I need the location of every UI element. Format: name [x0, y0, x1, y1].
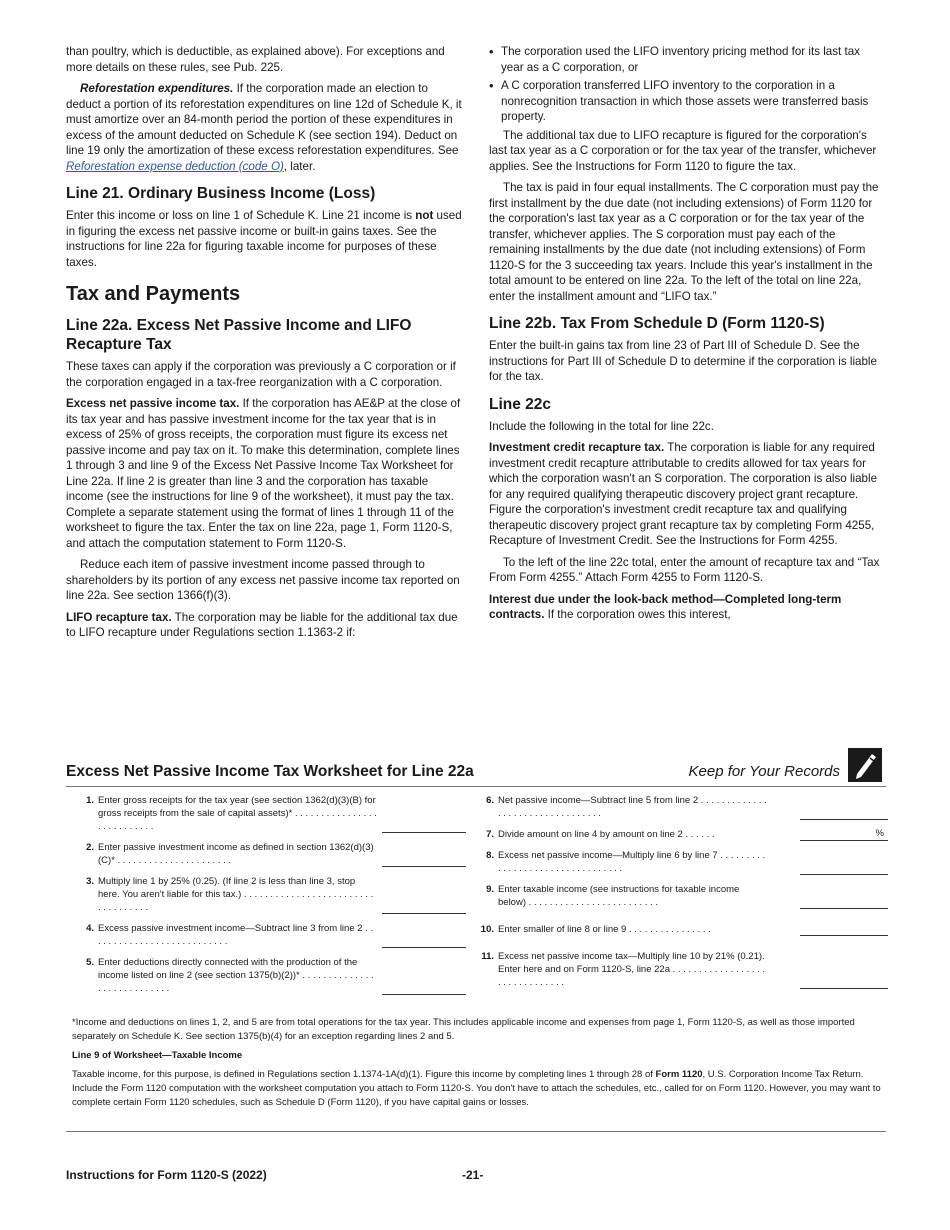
left-column [66, 44, 462, 647]
tax-and-payments-heading: Tax and Payments [66, 283, 241, 305]
worksheet-right-lines [478, 794, 888, 997]
line-label: Net passive income—Subtract line 5 from line 2 . . . . . . . . . . . . . . . . . . . . . . . . . . . . . . . . . [498, 795, 767, 819]
line-number: 4. [86, 923, 94, 934]
worksheet-line-6 [478, 794, 888, 820]
keep-records-label: Keep for Your Records [688, 763, 840, 780]
reforestation-link[interactable]: Reforestation expense deduction (code O) [66, 159, 284, 173]
recapture-amount-paragraph: To the left of the line 22c total, enter the amount of recapture tax and “Tax From Form 4255.” Attach Form 4255 to Form 1120-S. [489, 555, 880, 584]
line-label: Enter taxable income (see instructions for taxable income below) . . . . . . . . . . . . . . . . . . . . . . . . . [498, 884, 740, 908]
look-back-heading: Interest due under the look-back method—Completed long-term contracts. [489, 592, 842, 621]
line-11-entry-field[interactable] [800, 976, 888, 989]
investment-credit-paragraph [489, 440, 885, 549]
bullet-icon: • [489, 78, 494, 93]
line-22b-paragraph: Enter the built-in gains tax from line 23 of Part III of Schedule D. See the instructions for Part III of Schedule D to determine if the corporation is liable for the tax. [489, 339, 877, 383]
line-9-taxable-income-text [72, 1068, 884, 1110]
worksheet-line-4 [78, 922, 466, 948]
line-9-text-b: , U.S. Corporation Income Tax Return. Include the Form 1120 computation with the worksheet computation you attach to Form 1120-S. You don't have to attach the schedules, etc., called for on Form 1120. However, you may want to complete certain Form 1120 schedules, such as Schedule D (Form 1120), if you have capital gains or losses. [72, 1069, 881, 1108]
line-number: 7. [486, 829, 494, 840]
reforestation-heading: Reforestation expenditures. [80, 82, 234, 95]
excess-net-passive-body: If the corporation has AE&P at the close of its tax year and has passive investment income for the tax year that is in excess of 25% of gross receipts, the corporation must figure its excess net passive income and pay tax on it. To make this determination, complete lines 1 through 3 and line 9 of the Excess Net Passive Income Tax Worksheet for Line 22a. If line 2 is greater than line 3 and the corporation has taxable income (see the instructions for line 9 of the worksheet), it must pay the tax. Complete a separate statement using the format of lines 1 through 11 of the worksheet to figure the tax. Enter the tax on line 22a, page 1, Form 1120-S, and attach the computation statement to Form 1120-S. [66, 397, 461, 550]
worksheet-footnote: *Income and deductions on lines 1, 2, and 5 are from total operations for the tax year. This includes applicable income and expenses from page 1, Form 1120-S, as well as those imported separately on Schedule K. See section 1375(b)(4) for an exception regarding lines 2 and 5. [72, 1017, 855, 1042]
worksheet-title: Excess Net Passive Income Tax Worksheet for Line 22a [66, 763, 474, 780]
line-10-entry-field[interactable] [800, 923, 888, 936]
worksheet-line-8 [478, 849, 888, 875]
worksheet-line-11 [478, 950, 888, 989]
reduce-passive-paragraph: Reduce each item of passive investment income passed through to shareholders by its portion of any excess net passive income tax reported on line 22a. See section 1366(f)(3). [66, 558, 460, 602]
lifo-additional-tax-paragraph: The additional tax due to LIFO recapture is figured for the corporation's last tax year as a C corporation or for the tax year of the transfer, whichever applies. See the Instructions for Form 1120 to figure the tax. [489, 128, 877, 173]
investment-credit-body: The corporation is liable for any required investment credit recapture attributable to credits allowed for tax years for which the corporation wasn't an S corporation. The corporation is also liable for any required qualifying therapeutic discovery project grant recapture. Figure the corporation's investment credit recapture tax and qualifying therapeutic discovery project grant recapture tax by completing Form 4255, Recapture of Investment Credit. See the Instructions for Form 4255. [489, 441, 878, 547]
investment-credit-heading: Investment credit recapture tax. [489, 441, 665, 454]
installments-paragraph: The tax is paid in four equal installments. The C corporation must pay the first installment by the due date (not including extensions) of Form 1120 for the corporation's last tax year as a C corporation or for the tax year of the transfer, whichever applies. The S corporation must pay each of the remaining installments by the due date (not including extensions) of Form 1120-S for the 3 succeeding tax years. Include this year's installment in the total amount to be entered on line 22a. To the left of the total on line 22a, enter the installment amount and “LIFO tax.” [489, 181, 879, 303]
lifo-bullet-2-text: A C corporation transferred LIFO inventory to the corporation in a nonrecognition transaction in which those assets were transferred basis property. [501, 79, 869, 123]
line-label: Excess net passive income tax—Multiply line 10 by 21% (0.21). Enter here and on Form 1120-S, line 22a . . . . . . . . . . . . . . . . . . . . . . . . . . . . . . . [498, 951, 766, 988]
right-column [489, 44, 885, 629]
lifo-recapture-heading: LIFO recapture tax. [66, 610, 172, 624]
worksheet-left-lines [78, 794, 466, 1003]
line-label: Excess net passive income—Multiply line 6 by line 7 . . . . . . . . . . . . . . . . . . . . . . . . . . . . . . . . . [498, 850, 766, 874]
pencil-icon [848, 748, 882, 782]
line-3-entry-field[interactable] [382, 901, 466, 914]
line-label: Enter deductions directly connected with the production of the income listed on line 2 (see section 1375(b)(2))* . . . . . . . . . . . . . . . . . . . . . . . . . . . . [98, 957, 374, 994]
line-8-entry-field[interactable] [800, 862, 888, 875]
excess-net-passive-paragraph [66, 396, 462, 551]
look-back-paragraph [489, 592, 885, 623]
line-label: Enter smaller of line 8 or line 9 . . . . . . . . . . . . . . . . [498, 924, 711, 935]
line-1-entry-field[interactable] [382, 820, 466, 833]
line-21-not: not [415, 209, 434, 222]
lifo-bullet-1 [489, 44, 885, 75]
lifo-bullet-1-text: The corporation used the LIFO inventory pricing method for its last tax year as a C corporation, or [501, 45, 860, 74]
line-2-entry-field[interactable] [382, 854, 466, 867]
lifo-recapture-body: The corporation may be liable for the additional tax due to LIFO recapture under Regulations section 1.1363-2 if: [66, 610, 458, 639]
line-label: Multiply line 1 by 25% (0.25). (If line 2 is less than line 3, stop here. You aren't liable for this tax.) . . . . . . . . . . . . . . . . . . . . . . . . . . . . . . . . . . . [98, 876, 374, 913]
line-5-entry-field[interactable] [382, 982, 466, 995]
bullet-icon: • [489, 44, 494, 59]
worksheet-line-2 [78, 841, 466, 867]
line-number: 10. [480, 924, 494, 935]
line-9-entry-field[interactable] [800, 896, 888, 909]
worksheet-notes [72, 1016, 884, 1115]
line-number: 11. [481, 951, 494, 962]
line-number: 6. [486, 795, 494, 806]
footer-form-title: Instructions for Form 1120-S (2022) [66, 1168, 267, 1182]
worksheet-line-5 [78, 956, 466, 995]
lifo-bullet-2 [489, 78, 885, 125]
worksheet-header [66, 760, 886, 787]
percent-symbol: % [875, 828, 884, 839]
line-number: 3. [86, 876, 94, 887]
line-21-text-a: Enter this income or loss on line 1 of Schedule K. Line 21 income is [66, 209, 416, 222]
line-22b-heading: Line 22b. Tax From Schedule D (Form 1120-S) [489, 315, 825, 332]
worksheet-line-10 [478, 923, 888, 936]
page-number: -21- [462, 1168, 484, 1182]
line-number: 2. [86, 842, 94, 853]
line-22a-intro: These taxes can apply if the corporation was previously a C corporation or if the corporation engaged in a tax-free reorganization with a C corporation. [66, 360, 456, 389]
line-21-heading: Line 21. Ordinary Business Income (Loss) [66, 185, 376, 202]
lifo-recapture-paragraph [66, 610, 462, 641]
worksheet-line-1 [78, 794, 466, 833]
look-back-body: If the corporation owes this interest, [544, 608, 731, 621]
worksheet-line-7 [478, 828, 888, 841]
line-21-text-b: used in figuring the excess net passive income or built-in gains taxes. See the instructions for line 22a for figuring taxable income for purposes of these taxes. [66, 209, 462, 269]
left-paragraph-1: than poultry, which is deductible, as explained above). For exceptions and more details on these rules, see Pub. 225. [66, 45, 445, 74]
line-22a-heading: Line 22a. Excess Net Passive Income and LIFO Recapture Tax [66, 317, 412, 353]
reforestation-body: If the corporation made an election to deduct a portion of its reforestation expenditures on line 12d of Schedule K, it must amortize over an 84-month period the portion of these expenditures in excess of the amount deducted on Schedule K (see section 194). Deduct on line 19 only the amortization of these excess reforestation expenditures. See [66, 82, 462, 157]
line-number: 5. [86, 957, 94, 968]
line-number: 9. [486, 884, 494, 895]
line-7-entry-field[interactable] [800, 828, 888, 841]
line-label: Enter gross receipts for the tax year (see section 1362(d)(3)(B) for gross receipts from the sale of capital assets)* . . . . . . . . . . . . . . . . . . . . . . . . . . . [98, 795, 377, 832]
line-9-form-name: Form 1120 [655, 1069, 703, 1080]
excess-net-passive-heading: Excess net passive income tax. [66, 397, 240, 410]
line-label: Excess passive investment income—Subtract line 3 from line 2 . . . . . . . . . . . . . . . . . . . . . . . . . . . [98, 923, 374, 947]
line-4-entry-field[interactable] [382, 935, 466, 948]
line-6-entry-field[interactable] [800, 807, 888, 820]
line-22c-intro: Include the following in the total for line 22c. [489, 419, 714, 433]
line-label: Divide amount on line 4 by amount on line 2 . . . . . . [498, 829, 715, 840]
line-21-paragraph [66, 208, 462, 270]
line-number: 8. [486, 850, 494, 861]
line-9-taxable-income-heading: Line 9 of Worksheet—Taxable Income [72, 1050, 243, 1061]
line-number: 1. [86, 795, 94, 806]
reforestation-paragraph [66, 81, 462, 174]
line-9-text-a: Taxable income, for this purpose, is defined in Regulations section 1.1374-1A(d)(1). Figure this income by completing lines 1 through 28 of [72, 1069, 656, 1080]
line-label: Enter passive investment income as defined in section 1362(d)(3)(C)* . . . . . . . . . . . . . . . . . . . . . . [98, 842, 374, 866]
line-22c-heading: Line 22c [489, 395, 552, 413]
worksheet-line-9 [478, 883, 888, 909]
footer-divider [66, 1131, 886, 1132]
worksheet-line-3 [78, 875, 466, 914]
reforestation-end: , later. [283, 159, 316, 173]
